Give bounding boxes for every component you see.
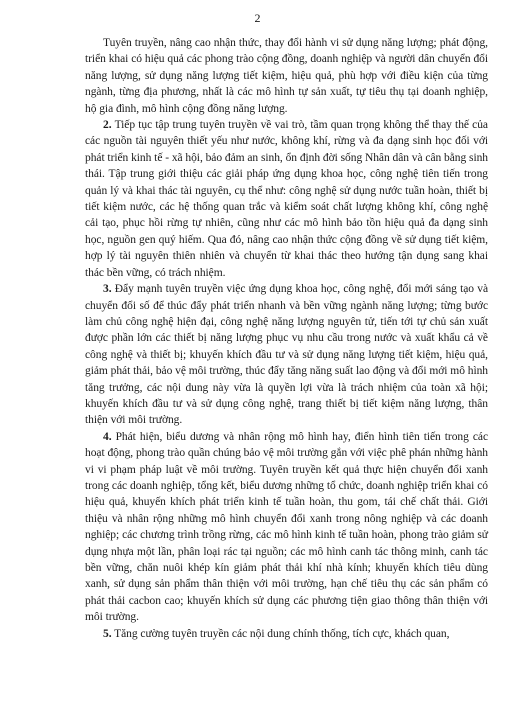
item-number: 2. bbox=[103, 119, 112, 132]
paragraph-text: Đẩy mạnh tuyên truyền việc ứng dụng khoa học, công nghệ, đổi mới sáng tạo và chuyển đổi số để thúc đẩy phát triển nhanh và bền vững ngành năng lượng; từng bước làm chủ công nghệ hiện đại, công nghệ năng lượng nguyên tử, tiến tới tự chủ sản xuất được phần lớn các thiết bị năng lượng phục vụ nhu cầu trong nước và xuất khẩu cả về công nghệ và thiết bị; khuyến khích đầu tư và sử dụng năng lượng tiết kiệm, hiệu quả, giảm phát thải, bảo vệ môi trường, thúc đẩy tăng năng suất lao động và đổi mới mô hình tăng trưởng, các nội dung này vừa là quyền lợi vừa là trách nhiệm của toàn xã hội; khuyến khích đầu tư và sử dụng công nghệ, trang thiết bị tiết kiệm năng lượng, thân thiện với môi trường. bbox=[85, 283, 488, 427]
document-body bbox=[85, 35, 488, 642]
page-number: 2 bbox=[254, 11, 261, 25]
item-number: 3. bbox=[103, 283, 112, 296]
paragraph-text: Tăng cường tuyên truyền các nội dung chính thống, tích cực, khách quan, bbox=[114, 627, 450, 640]
paragraph-text: Tiếp tục tập trung tuyên truyền về vai trò, tầm quan trọng không thể thay thế của các nguồn tài nguyên thiết yếu như nước, không khí, rừng và đa dạng sinh học đối với phát triển kinh tế - xã hội, bảo đảm an sinh, ổn định đời sống Nhân dân và cân bằng sinh thái. Tập trung giới thiệu các giải pháp ứng dụng khoa học, công nghệ tiên tiến trong quản lý và khai thác tài nguyên, cụ thể như: công nghệ sử dụng nước tuần hoàn, thiết bị tiết kiệm nước, các hệ thống quan trắc và kiểm soát chất lượng không khí, công nghệ cải tạo, phục hồi rừng tự nhiên, cũng như các mô hình bảo tồn hiệu quả đa dạng sinh học, nguồn gen quý hiếm. Qua đó, nâng cao nhận thức cộng đồng về sử dụng tiết kiệm, hợp lý tài nguyên thiên nhiên và chuyển từ khai thác theo hướng tận dụng sang khai thác bền vững, có trách nhiệm. bbox=[85, 119, 488, 279]
item-number: 4. bbox=[103, 430, 112, 443]
paragraph-item-3 bbox=[85, 281, 488, 429]
paragraph-intro bbox=[85, 35, 488, 117]
paragraph-item-4 bbox=[85, 429, 488, 626]
paragraph-item-5 bbox=[85, 626, 488, 642]
item-number: 5. bbox=[103, 627, 112, 640]
paragraph-item-2 bbox=[85, 117, 488, 281]
paragraph-text: Phát hiện, biểu dương và nhân rộng mô hình hay, điển hình tiên tiến trong các hoạt động, phong trào quần chúng bảo vệ môi trường gắn với việc phê phán những hành vi vi phạm pháp luật về môi trường. Tuyên truyền kết quả thực hiện chuyển đổi xanh trong các doanh nghiệp, tổng kết, biểu dương những tổ chức, doanh nghiệp triển khai có hiệu quả, khuyến khích phát triển kinh tế tuần hoàn, thu gom, tái chế chất thải. Giới thiệu và nhân rộng những mô hình chuyển đổi xanh trong nông nghiệp và các doanh nghiệp; các chương trình trồng rừng, các mô hình kinh tế tuần hoàn, phong trào giảm sử dụng nhựa một lần, phân loại rác tại nguồn; các mô hình canh tác thông minh, canh tác bền vững, chăn nuôi khép kín giảm phát thải khí nhà kính; khuyến khích tiêu dùng xanh, sử dụng sản phẩm thân thiện với môi trường, hạn chế tiêu thụ các sản phẩm có phát thải cacbon cao; khuyến khích sử dụng các phương tiện giao thông thân thiện với môi trường. bbox=[85, 430, 488, 624]
paragraph-text: Tuyên truyền, nâng cao nhận thức, thay đổi hành vi sử dụng năng lượng; phát động, triển khai có hiệu quả các phong trào cộng đồng, doanh nghiệp và người dân chuyển đổi năng lượng, sử dụng năng lượng tiết kiệm, hiệu quả, phù hợp với điều kiện của từng ngành, từng địa phương, nhất là các mô hình tự sản xuất, tự tiêu thụ tại doanh nghiệp, hộ gia đình, mô hình cộng đồng năng lượng. bbox=[85, 37, 488, 115]
